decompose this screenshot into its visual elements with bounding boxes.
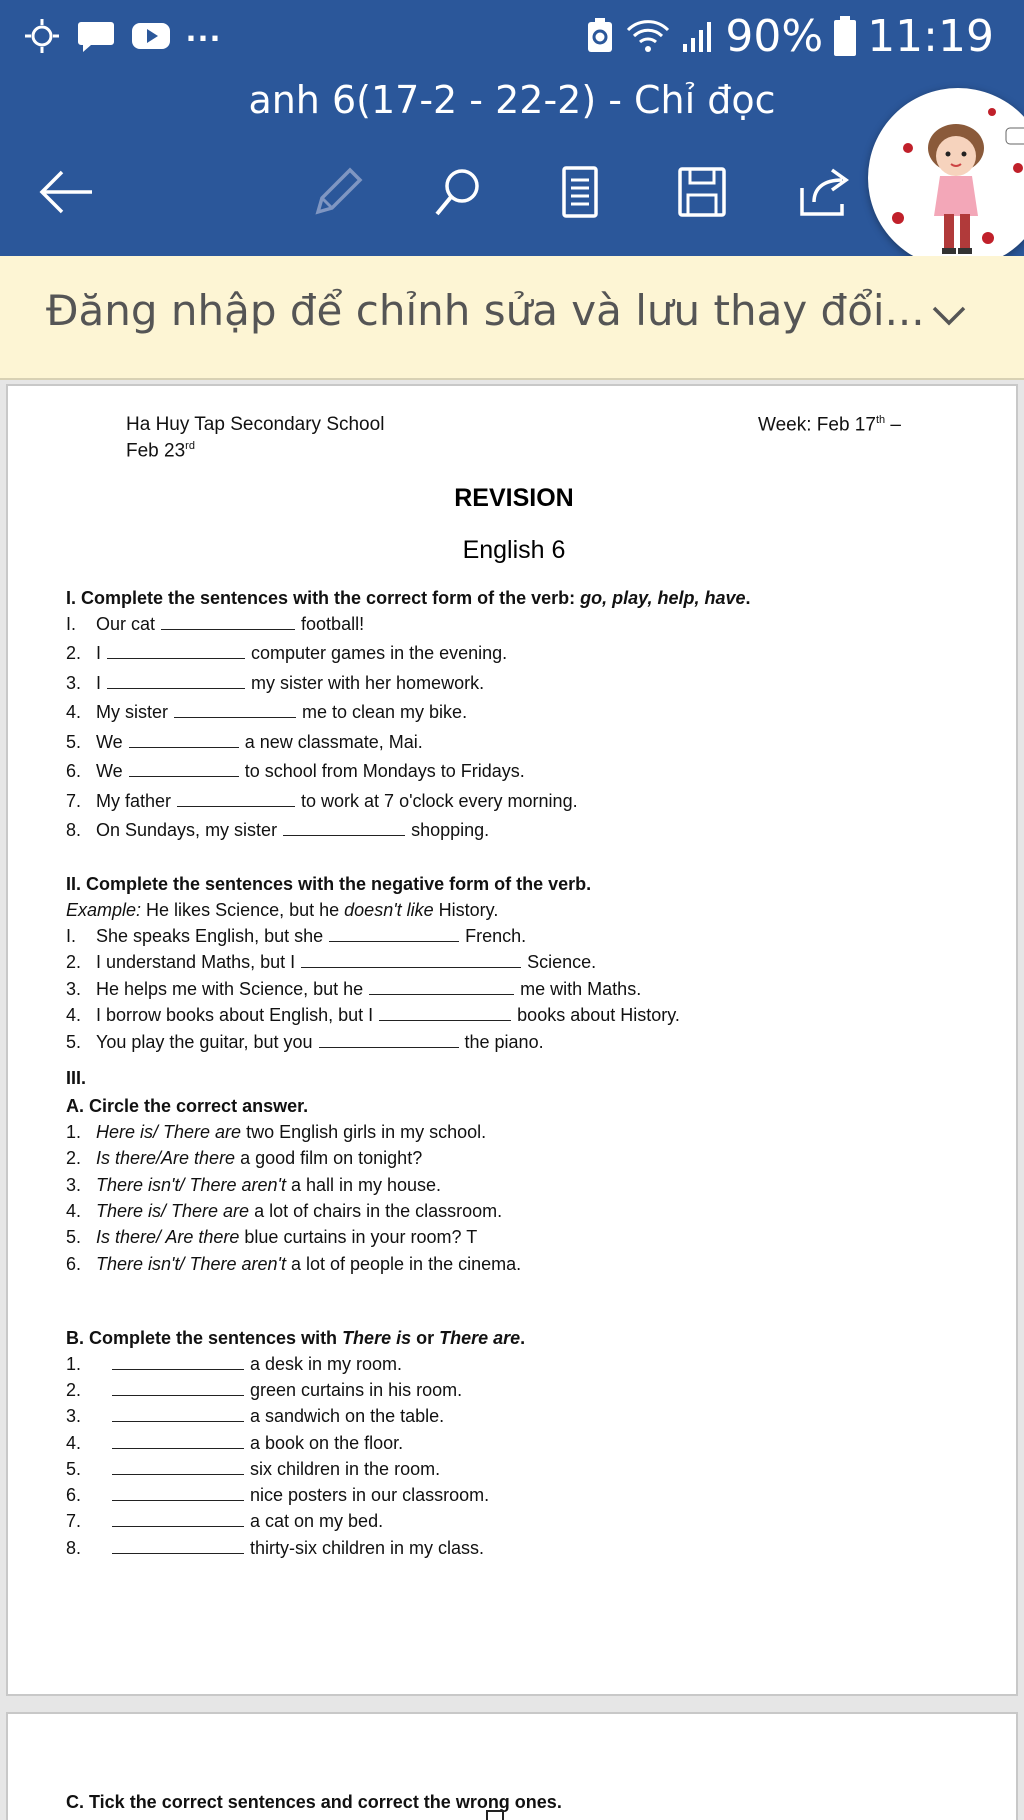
back-arrow-icon: [36, 167, 96, 217]
list-item: 5. Is there/ Are there blue curtains in your room? T: [66, 1227, 478, 1247]
list-item: 4. a book on the floor.: [66, 1433, 404, 1453]
list-item: 3. a sandwich on the table.: [66, 1406, 445, 1426]
battery-icon: [833, 15, 857, 57]
section-3-heading: III.: [66, 1068, 87, 1088]
school-name: Ha Huy Tap Secondary School: [126, 414, 385, 435]
list-item: 2. I understand Maths, but I Science.: [66, 952, 597, 972]
answer-blank: [301, 954, 521, 968]
answer-blank: [112, 1461, 244, 1475]
youtube-icon: [130, 16, 172, 56]
document-page: [6, 384, 1018, 1696]
answer-blank: [161, 616, 295, 630]
list-item: 2. green curtains in his room.: [66, 1380, 463, 1400]
list-item: I. She speaks English, but she French.: [66, 926, 527, 946]
section-3c-heading: C. Tick the correct sentences and correct the wrong ones.: [66, 1792, 562, 1812]
answer-blank: [283, 822, 405, 836]
answer-blank: [129, 734, 239, 748]
share-icon: [794, 162, 854, 222]
answer-blank: [319, 1034, 459, 1048]
answer-blank: [112, 1356, 244, 1370]
document-page: [6, 1712, 1018, 1820]
status-bar: [0, 0, 1024, 72]
section-2-example: Example: He likes Science, but he doesn't like History.: [66, 900, 499, 920]
sign-in-banner-text: Đăng nhập để chỉnh sửa và lưu thay đổi...: [46, 286, 925, 335]
back-button[interactable]: [30, 156, 102, 228]
list-item: 1. Here is/ There are two English girls in my school.: [66, 1122, 487, 1142]
list-item: I. Our cat football!: [66, 614, 365, 634]
recycle-notification-icon: [585, 16, 615, 56]
section-3b-heading: B. Complete the sentences with There is or There are.: [66, 1328, 526, 1348]
answer-blank: [112, 1487, 244, 1501]
list-item: 6. There isn't/ There aren't a lot of people in the cinema.: [66, 1254, 522, 1274]
wifi-icon: [625, 16, 671, 56]
answer-blank: [112, 1382, 244, 1396]
save-icon: [672, 162, 732, 222]
list-item: 7. My father to work at 7 o'clock every morning.: [66, 791, 578, 811]
clock: 11:19: [867, 10, 994, 62]
list-item: 6. nice posters in our classroom.: [66, 1485, 490, 1505]
answer-blank: [329, 928, 459, 942]
subject-heading: English 6: [462, 536, 566, 564]
message-icon: [76, 16, 116, 56]
section-1-heading: I. Complete the sentences with the correct form of the verb: go, play, help, have.: [66, 588, 751, 608]
answer-blank: [112, 1408, 244, 1422]
list-item: 2. I computer games in the evening.: [66, 643, 508, 663]
answer-blank: [112, 1540, 244, 1554]
answer-blank: [379, 1007, 511, 1021]
revision-heading: REVISION: [454, 484, 574, 512]
answer-blank: [112, 1513, 244, 1527]
answer-blank: [174, 704, 296, 718]
list-item: 2. Is there/Are there a good film on tonight?: [66, 1148, 423, 1168]
more-notifications-indicator: ...: [186, 8, 223, 49]
list-item: 5. You play the guitar, but you the piano.: [66, 1032, 544, 1052]
answer-blank: [129, 763, 239, 777]
answer-blank: [369, 981, 514, 995]
reading-view-icon: [555, 162, 605, 222]
list-item: 4. My sister me to clean my bike.: [66, 702, 468, 722]
section-3a-heading: A. Circle the correct answer.: [66, 1096, 309, 1116]
tick-box[interactable]: [486, 1810, 504, 1820]
save-button[interactable]: [666, 156, 738, 228]
chevron-down-icon: [928, 300, 970, 332]
section-2-heading: II. Complete the sentences with the negative form of the verb.: [66, 874, 592, 894]
list-item: 3. There isn't/ There aren't a hall in my house.: [66, 1175, 442, 1195]
reading-view-button[interactable]: [544, 156, 616, 228]
app-header: [0, 0, 1024, 256]
week-range: Week: Feb 17th –: [758, 414, 901, 436]
signal-icon: [681, 16, 715, 56]
edit-button[interactable]: [300, 156, 372, 228]
share-button[interactable]: [788, 156, 860, 228]
list-item: 4. There is/ There are a lot of chairs in the classroom.: [66, 1201, 503, 1221]
list-item: 6. We to school from Mondays to Fridays.: [66, 761, 525, 781]
settings-sync-icon: [22, 16, 62, 56]
search-button[interactable]: [422, 156, 494, 228]
pencil-icon: [306, 162, 366, 222]
battery-percentage: 90%: [725, 10, 824, 62]
banner-expand-button[interactable]: [928, 300, 970, 337]
list-item: 3. I my sister with her homework.: [66, 673, 485, 693]
list-item: 8. On Sundays, my sister shopping.: [66, 820, 490, 840]
list-item: 7. a cat on my bed.: [66, 1511, 384, 1531]
list-item: 8. thirty-six children in my class.: [66, 1538, 485, 1558]
list-item: 5. We a new classmate, Mai.: [66, 732, 423, 752]
week-end: Feb 23rd: [126, 440, 195, 462]
list-item: 5. six children in the room.: [66, 1459, 441, 1479]
answer-blank: [112, 1435, 244, 1449]
list-item: 4. I borrow books about English, but I books about History.: [66, 1005, 680, 1025]
answer-blank: [107, 675, 245, 689]
list-item: 3. He helps me with Science, but he me with Maths.: [66, 979, 642, 999]
search-icon: [428, 162, 488, 222]
list-item: 1. a desk in my room.: [66, 1354, 403, 1374]
document-title: anh 6(17-2 - 22-2) - Chỉ đọc: [248, 78, 776, 122]
answer-blank: [177, 793, 295, 807]
answer-blank: [107, 645, 245, 659]
sign-in-banner[interactable]: [0, 256, 1024, 380]
